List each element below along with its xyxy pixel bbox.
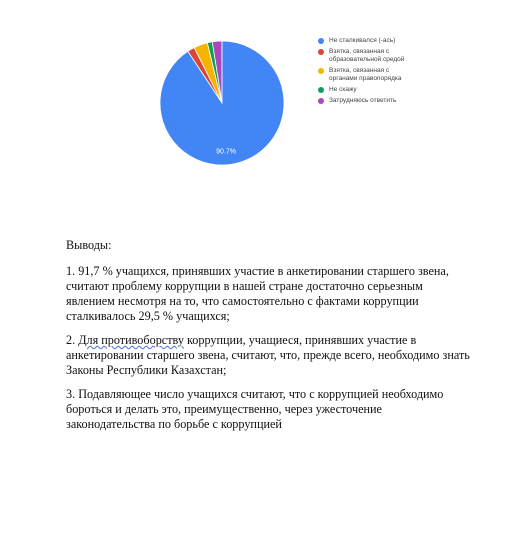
legend-swatch-icon	[318, 68, 324, 74]
legend-swatch-icon	[318, 49, 324, 55]
legend-item	[318, 67, 508, 83]
conclusion-1: 1. 91,7 % учащихся, принявших участие в анкетировании старшего звена, считают проблему коррупции в нашей стране достаточно серьезным явлением несмотря на то, что самостоятельно с фактами коррупции сталкивалось 29,5 % учащихся;	[66, 264, 449, 323]
legend-item	[318, 97, 508, 105]
conclusion-2	[66, 333, 471, 378]
conclusion-2-rest: коррупции, учащиеся, принявших участие в анкетировании старшего звена, считают, что, прежде всего, необходимо знать Законы Республики Казахстан;	[66, 333, 470, 377]
legend-item	[318, 48, 508, 64]
chart-legend	[318, 37, 508, 108]
legend-label: Затрудняюсь ответить	[329, 97, 397, 104]
legend-item	[318, 86, 508, 94]
legend-swatch-icon	[318, 98, 324, 104]
legend-item	[318, 37, 508, 45]
conclusions-heading: Выводы:	[66, 238, 112, 252]
conclusion-3: 3. Подавляющее число учащихся считают, что с коррупцией необходимо бороться и делать это, преимущественно, через ужесточение законодательства по борьбе с коррупцией	[66, 387, 444, 431]
spellcheck-underlined-text: Для противоборству	[78, 333, 184, 347]
legend-label: Не сталкивался (-ась)	[329, 37, 396, 44]
legend-label: Не скажу	[329, 86, 357, 93]
conclusion-2-prefix: 2.	[66, 333, 79, 347]
slice-data-label: 90.7%	[216, 148, 237, 156]
legend-label: Взятка, связанная с образовательной средой	[329, 48, 405, 63]
legend-swatch-icon	[318, 87, 324, 93]
legend-swatch-icon	[318, 38, 324, 44]
pie-slice	[160, 41, 284, 165]
conclusions-document	[66, 238, 471, 441]
legend-label: Взятка, связанная с органами правопорядка	[329, 67, 402, 82]
